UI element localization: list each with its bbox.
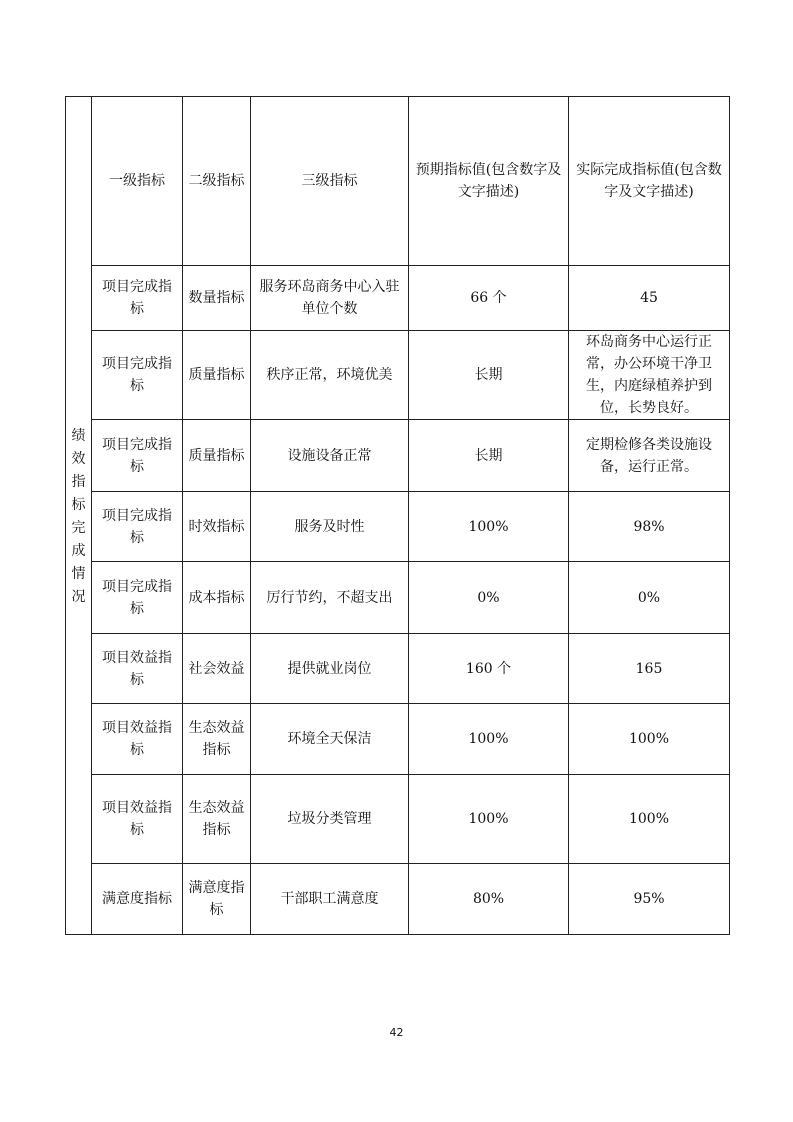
cell-level2: 成本指标 (183, 562, 251, 634)
cell-expected: 长期 (409, 331, 569, 420)
cell-level3: 服务环岛商务中心入驻单位个数 (251, 266, 409, 331)
cell-level2: 数量指标 (183, 266, 251, 331)
cell-level3: 服务及时性 (251, 492, 409, 562)
header-level3: 三级指标 (251, 97, 409, 266)
cell-level1: 项目完成指标 (92, 492, 183, 562)
table-row (66, 331, 730, 420)
cell-level2: 生态效益指标 (183, 775, 251, 864)
cell-level1: 项目完成指标 (92, 266, 183, 331)
cell-level1: 项目完成指标 (92, 420, 183, 492)
side-header-char: 情 (71, 565, 86, 582)
table-row (66, 634, 730, 704)
table-row (66, 492, 730, 562)
cell-expected: 100% (409, 775, 569, 864)
table-row (66, 562, 730, 634)
page-number: 42 (389, 1026, 404, 1039)
side-header-char: 效 (71, 450, 86, 467)
side-header-cell (66, 97, 92, 935)
cell-level3: 厉行节约，不超支出 (251, 562, 409, 634)
side-header-text (70, 423, 87, 609)
cell-level1: 项目效益指标 (92, 704, 183, 775)
cell-actual: 45 (569, 266, 730, 331)
side-header-char: 绩 (71, 427, 86, 444)
header-expected: 预期指标值(包含数字及文字描述) (409, 97, 569, 266)
table-row (66, 420, 730, 492)
table-row (66, 266, 730, 331)
cell-actual: 100% (569, 704, 730, 775)
table-row (66, 704, 730, 775)
cell-level1: 项目完成指标 (92, 562, 183, 634)
cell-level1: 满意度指标 (92, 864, 183, 935)
side-header-char: 指 (71, 473, 86, 490)
cell-level1: 项目完成指标 (92, 331, 183, 420)
cell-level1: 项目效益指标 (92, 775, 183, 864)
cell-level3: 环境全天保洁 (251, 704, 409, 775)
cell-actual: 98% (569, 492, 730, 562)
performance-indicator-table (65, 96, 730, 935)
cell-actual: 100% (569, 775, 730, 864)
cell-level3: 垃圾分类管理 (251, 775, 409, 864)
cell-expected: 80% (409, 864, 569, 935)
cell-level2: 质量指标 (183, 420, 251, 492)
cell-level3: 设施设备正常 (251, 420, 409, 492)
header-level1: 一级指标 (92, 97, 183, 266)
cell-expected: 160 个 (409, 634, 569, 704)
cell-expected: 100% (409, 704, 569, 775)
side-header-char: 成 (71, 542, 86, 559)
side-header-char: 标 (71, 496, 86, 513)
cell-level3: 干部职工满意度 (251, 864, 409, 935)
table-row (66, 775, 730, 864)
cell-level2: 满意度指标 (183, 864, 251, 935)
cell-level3: 提供就业岗位 (251, 634, 409, 704)
cell-actual: 定期检修各类设施设备，运行正常。 (569, 420, 730, 492)
table-row (66, 864, 730, 935)
cell-level2: 时效指标 (183, 492, 251, 562)
side-header-char: 完 (71, 519, 86, 536)
side-header-char: 况 (71, 588, 86, 605)
cell-actual: 165 (569, 634, 730, 704)
cell-level2: 质量指标 (183, 331, 251, 420)
cell-level3: 秩序正常，环境优美 (251, 331, 409, 420)
cell-level1: 项目效益指标 (92, 634, 183, 704)
header-actual: 实际完成指标值(包含数字及文字描述) (569, 97, 730, 266)
cell-level2: 社会效益 (183, 634, 251, 704)
cell-expected: 100% (409, 492, 569, 562)
cell-actual: 0% (569, 562, 730, 634)
cell-expected: 66 个 (409, 266, 569, 331)
cell-expected: 0% (409, 562, 569, 634)
header-row (66, 97, 730, 266)
header-level2: 二级指标 (183, 97, 251, 266)
cell-expected: 长期 (409, 420, 569, 492)
cell-level2: 生态效益指标 (183, 704, 251, 775)
cell-actual: 环岛商务中心运行正常，办公环境干净卫生，内庭绿植养护到位，长势良好。 (569, 331, 730, 420)
cell-actual: 95% (569, 864, 730, 935)
